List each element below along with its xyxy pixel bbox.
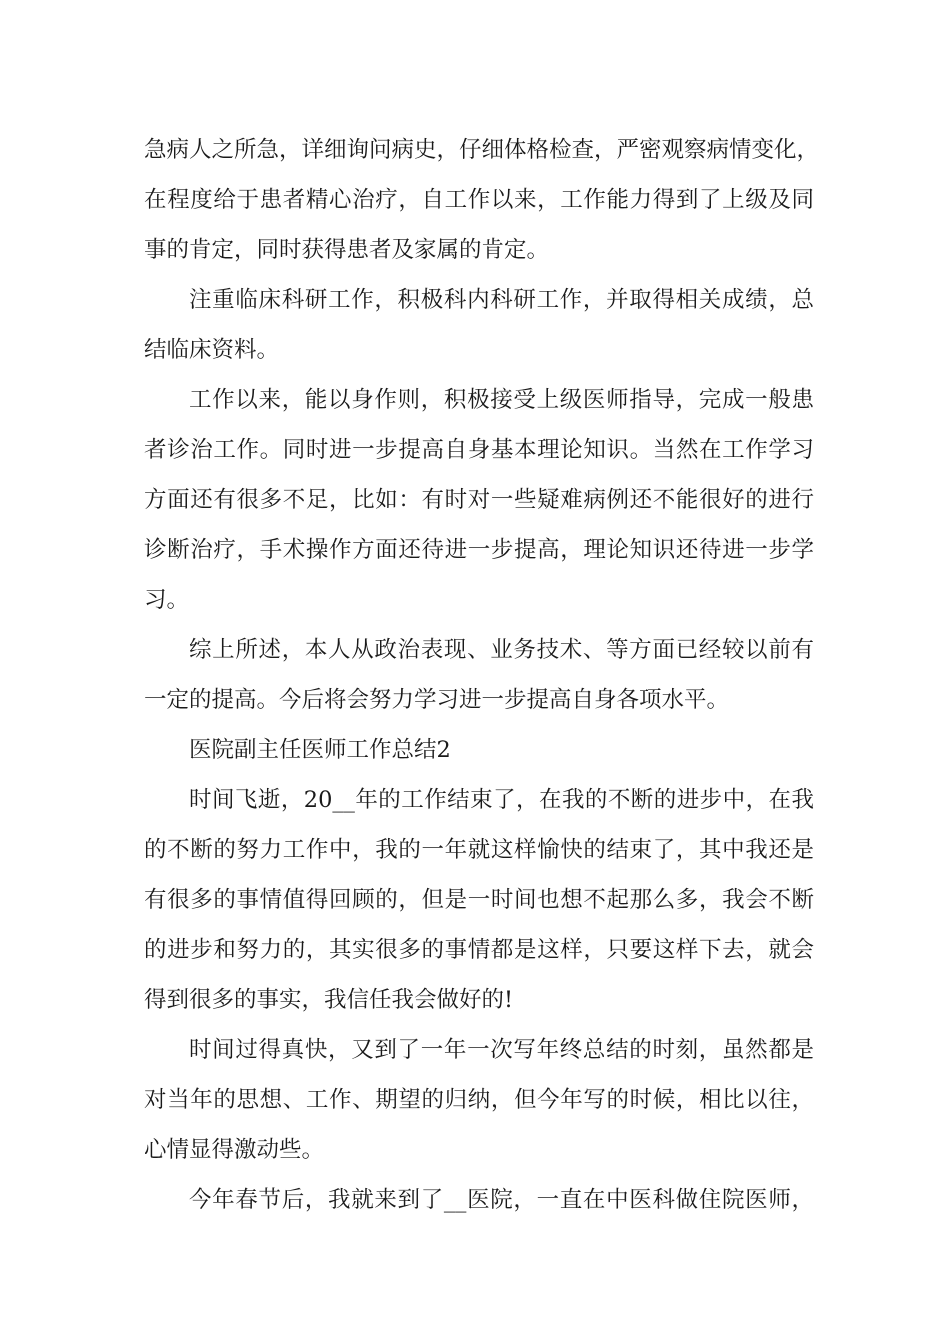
paragraph-4 <box>144 625 814 725</box>
text-line: 急病人之所急，详细询问病史，仔细体格检查，严密观察病情变化， <box>144 137 820 163</box>
text-line: 对当年的思想、工作、期望的归纳，但今年写的时候，相比以往， <box>144 1087 814 1113</box>
text-line: 时间飞逝，20__年的工作结束了，在我的不断的进步中，在我 <box>189 787 814 813</box>
paragraph-1 <box>144 125 820 275</box>
text-line: 者诊治工作。同时进一步提高自身基本理论知识。当然在工作学习 <box>144 437 814 463</box>
document-body <box>144 125 820 1225</box>
paragraph-2 <box>144 275 814 375</box>
text-line: 有很多的事情值得回顾的，但是一时间也想不起那么多，我会不断 <box>144 887 814 913</box>
paragraph-5 <box>144 775 814 1025</box>
text-line: 的进步和努力的，其实很多的事情都是这样，只要这样下去，就会 <box>144 937 814 963</box>
paragraph-7 <box>144 1175 814 1225</box>
paragraph-3 <box>144 375 814 625</box>
text-line: 在程度给于患者精心治疗，自工作以来，工作能力得到了上级及同 <box>144 187 814 213</box>
text-line: 工作以来，能以身作则，积极接受上级医师指导，完成一般患 <box>189 387 814 413</box>
text-line: 结临床资料。 <box>144 337 280 363</box>
text-line: 的不断的努力工作中，我的一年就这样愉快的结束了，其中我还是 <box>144 837 814 863</box>
heading-text: 医院副主任医师工作总结2 <box>189 737 451 763</box>
text-line: 习。 <box>144 587 190 613</box>
text-line: 事的肯定，同时获得患者及家属的肯定。 <box>144 237 550 263</box>
text-line: 注重临床科研工作，积极科内科研工作，并取得相关成绩，总 <box>189 287 814 313</box>
text-line: 心情显得激动些。 <box>144 1137 325 1163</box>
text-line: 方面还有很多不足，比如：有时对一些疑难病例还不能很好的进行 <box>144 487 814 513</box>
section-heading <box>144 725 814 775</box>
text-line: 今年春节后，我就来到了__医院，一直在中医科做住院医师， <box>189 1187 814 1213</box>
text-line: 诊断治疗，手术操作方面还待进一步提高，理论知识还待进一步学 <box>144 537 814 563</box>
text-line: 得到很多的事实，我信任我会做好的! <box>144 987 514 1013</box>
paragraph-6 <box>144 1025 814 1175</box>
text-line: 时间过得真快，又到了一年一次写年终总结的时刻，虽然都是 <box>189 1037 814 1063</box>
text-line: 一定的提高。今后将会努力学习进一步提高自身各项水平。 <box>144 687 730 713</box>
text-line: 综上所述，本人从政治表现、业务技术、等方面已经较以前有 <box>189 637 814 663</box>
